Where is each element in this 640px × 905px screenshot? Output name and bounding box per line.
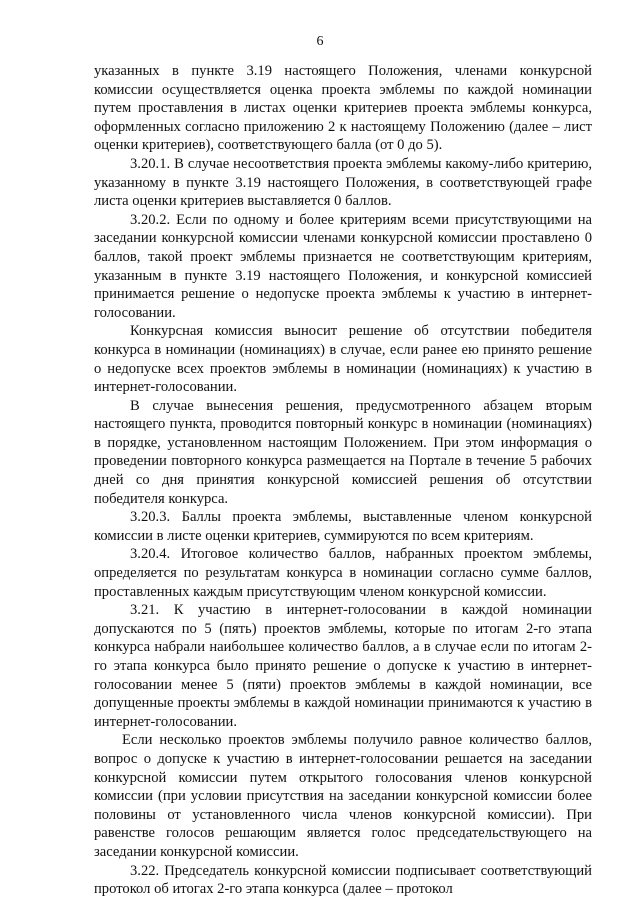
paragraph-equal-scores: Если несколько проектов эмблемы получило равное количество баллов, вопрос о допуске к участию в интернет-голосовании решается на заседании конкурсной комиссии путем открытого голосования членов конкурсной комиссии (при условии присутствия на заседании конкурсной комиссии более половины от установленного числа членов конкурсной комиссии). При равенстве голосов решающим является голос председательствующего на заседании конкурсной комиссии.	[94, 732, 592, 860]
document-body	[94, 62, 592, 899]
page-number: 6	[316, 34, 324, 49]
paragraph-3-20-3: 3.20.3. Баллы проекта эмблемы, выставленные членом конкурсной комиссии в листе оценки критериев, суммируются по всем критериям.	[94, 509, 592, 544]
paragraph-3-21: 3.21. К участию в интернет-голосовании в каждой номинации допускаются по 5 (пять) проектов эмблемы, которые по итогам 2-го этапа конкурса набрали наибольшее количество баллов, а в случае если по итогам 2-го этапа конкурса было принято решение о допуске к участию в интернет-голосовании менее 5 (пяти) проектов эмблемы в каждой номинации, все допущенные проекты эмблемы в каждой номинации принимаются к участию в интернет-голосовании.	[94, 602, 592, 730]
paragraph-3-22: 3.22. Председатель конкурсной комиссии подписывает соответствующий протокол об итогах 2-го этапа конкурса (далее – протокол	[94, 862, 592, 898]
paragraph-3-20-4: 3.20.4. Итоговое количество баллов, набранных проектом эмблемы, определяется по результатам конкурса в номинации согласно сумме баллов, проставленных каждым присутствующим членом конкурсной комиссии.	[94, 546, 592, 600]
paragraph-continuation: указанных в пункте 3.19 настоящего Положения, членами конкурсной комиссии осуществляется оценка проекта эмблемы по каждой номинации путем проставления в листах оценки критериев проекта эмблемы конкурса, оформленных согласно приложению 2 к настоящему Положению (далее – лист оценки критериев), соответствующего балла (от 0 до 5).	[94, 63, 592, 154]
paragraph-3-20-1: 3.20.1. В случае несоответствия проекта эмблемы какому-либо критерию, указанному в пункте 3.19 настоящего Положения, в соответствующей графе листа оценки критериев выставляется 0 баллов.	[94, 155, 592, 210]
paragraph-3-20-2: 3.20.2. Если по одному и более критериям всеми присутствующими на заседании конкурсной комиссии членами конкурсной комиссии проставлено 0 баллов, такой проект эмблемы признается не соответствующим критериям, указанным в пункте 3.19 настоящего Положения, и конкурсной комиссией принимается решение о недопуске проекта эмблемы к участию в интернет-голосовании.	[94, 211, 592, 321]
paragraph-repeat-contest: В случае вынесения решения, предусмотренного абзацем вторым настоящего пункта, проводится повторный конкурс в номинации (номинациях) в порядке, установленном настоящим Положением. При этом информация о проведении повторного конкурса размещается на Портале в течение 5 рабочих дней со дня принятия конкурсной комиссией решения об отсутствии победителя конкурса.	[94, 397, 592, 507]
paragraph-no-winner: Конкурсная комиссия выносит решение об отсутствии победителя конкурса в номинации (номинациях) в случае, если ранее ею принято решение о недопуске всех проектов эмблемы в номинации (номинациях) к участию в интернет-голосовании.	[94, 323, 592, 396]
